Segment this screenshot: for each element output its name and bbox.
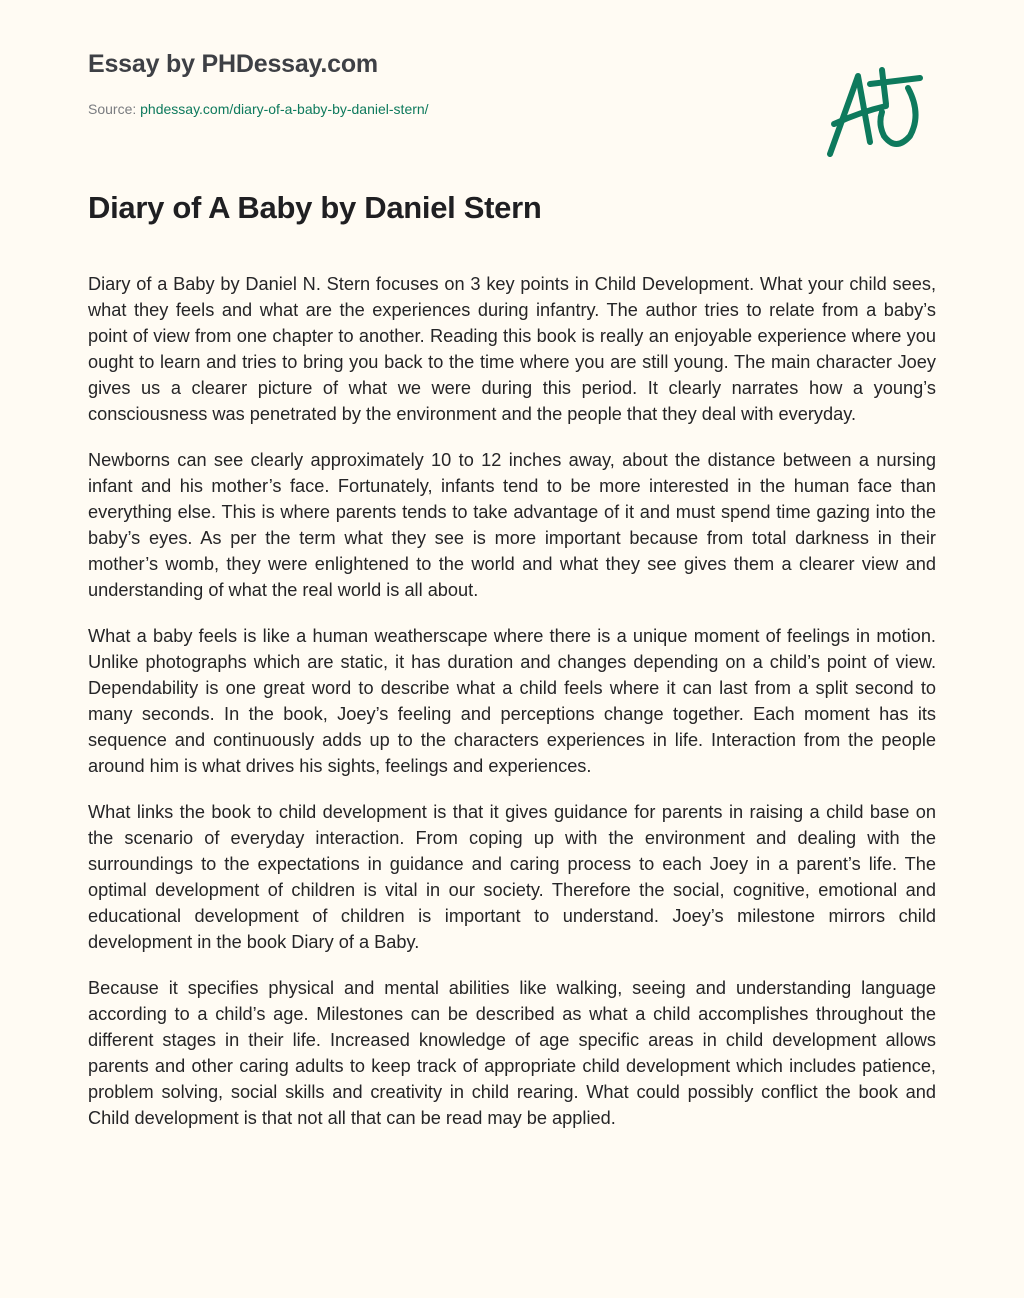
- paragraph: What links the book to child development is that it gives guidance for parents in raising a child base on the scenario of everyday interaction. From coping up with the environment and dealing with the surroundings to the expectations in guidance and caring process to each Joey in a parent’s life. The optimal development of children is vital in our society. Therefore the social, cognitive, emotional and educational development of children is important to understand. Joey’s milestone mirrors child development in the book Diary of a Baby.: [88, 802, 936, 952]
- paragraph: Newborns can see clearly approximately 10 to 12 inches away, about the distance between a nursing infant and his mother’s face. Fortunately, infants tend to be more interested in the human face than everything else. This is where parents tends to take advantage of it and must spend time gazing into the baby’s eyes. As per the term what they see is more important because from total darkness in their mother’s womb, they were enlightened to the world and what they see gives them a clearer view and understanding of what the real world is all about.: [88, 450, 936, 600]
- paragraph: Diary of a Baby by Daniel N. Stern focuses on 3 key points in Child Development. What your child sees, what they feels and what are the experiences during infantry. The author tries to relate from a baby’s point of view from one chapter to another. Reading this book is really an enjoyable experience where you ought to learn and tries to bring you back to the time where you are still young. The main character Joey gives us a clearer picture of what we were during this period. It clearly narrates how a young’s consciousness was penetrated by the environment and the people that they deal with everyday.: [88, 274, 936, 424]
- essay-body: [88, 271, 936, 1250]
- page-title: Diary of A Baby by Daniel Stern: [88, 190, 542, 225]
- site-brand: Essay by PHDessay.com: [88, 50, 378, 78]
- source-line: [88, 101, 429, 117]
- source-link[interactable]: phdessay.com/diary-of-a-baby-by-daniel-stern/: [140, 101, 429, 117]
- paragraph: What a baby feels is like a human weatherscape where there is a unique moment of feelings in motion. Unlike photographs which are static, it has duration and changes depending on a child’s point of view. Dependability is one great word to describe what a child feels where it can last from a split second to many seconds. In the book, Joey’s feeling and perceptions change together. Each moment has its sequence and continuously adds up to the characters experiences in life. Interaction from the people around him is what drives his sights, feelings and experiences.: [88, 626, 936, 776]
- paragraph: Because it specifies physical and mental abilities like walking, seeing and understanding language according to a child’s age. Milestones can be described as what a child accomplishes throughout the different stages in their life. Increased knowledge of age specific areas in child development allows parents and other caring adults to keep track of appropriate child development which includes patience, problem solving, social skills and creativity in child rearing. What could possibly conflict the book and Child development is that not all that can be read may be applied.: [88, 978, 936, 1128]
- a-plus-logo-icon: [820, 64, 930, 164]
- source-label: Source:: [88, 101, 137, 117]
